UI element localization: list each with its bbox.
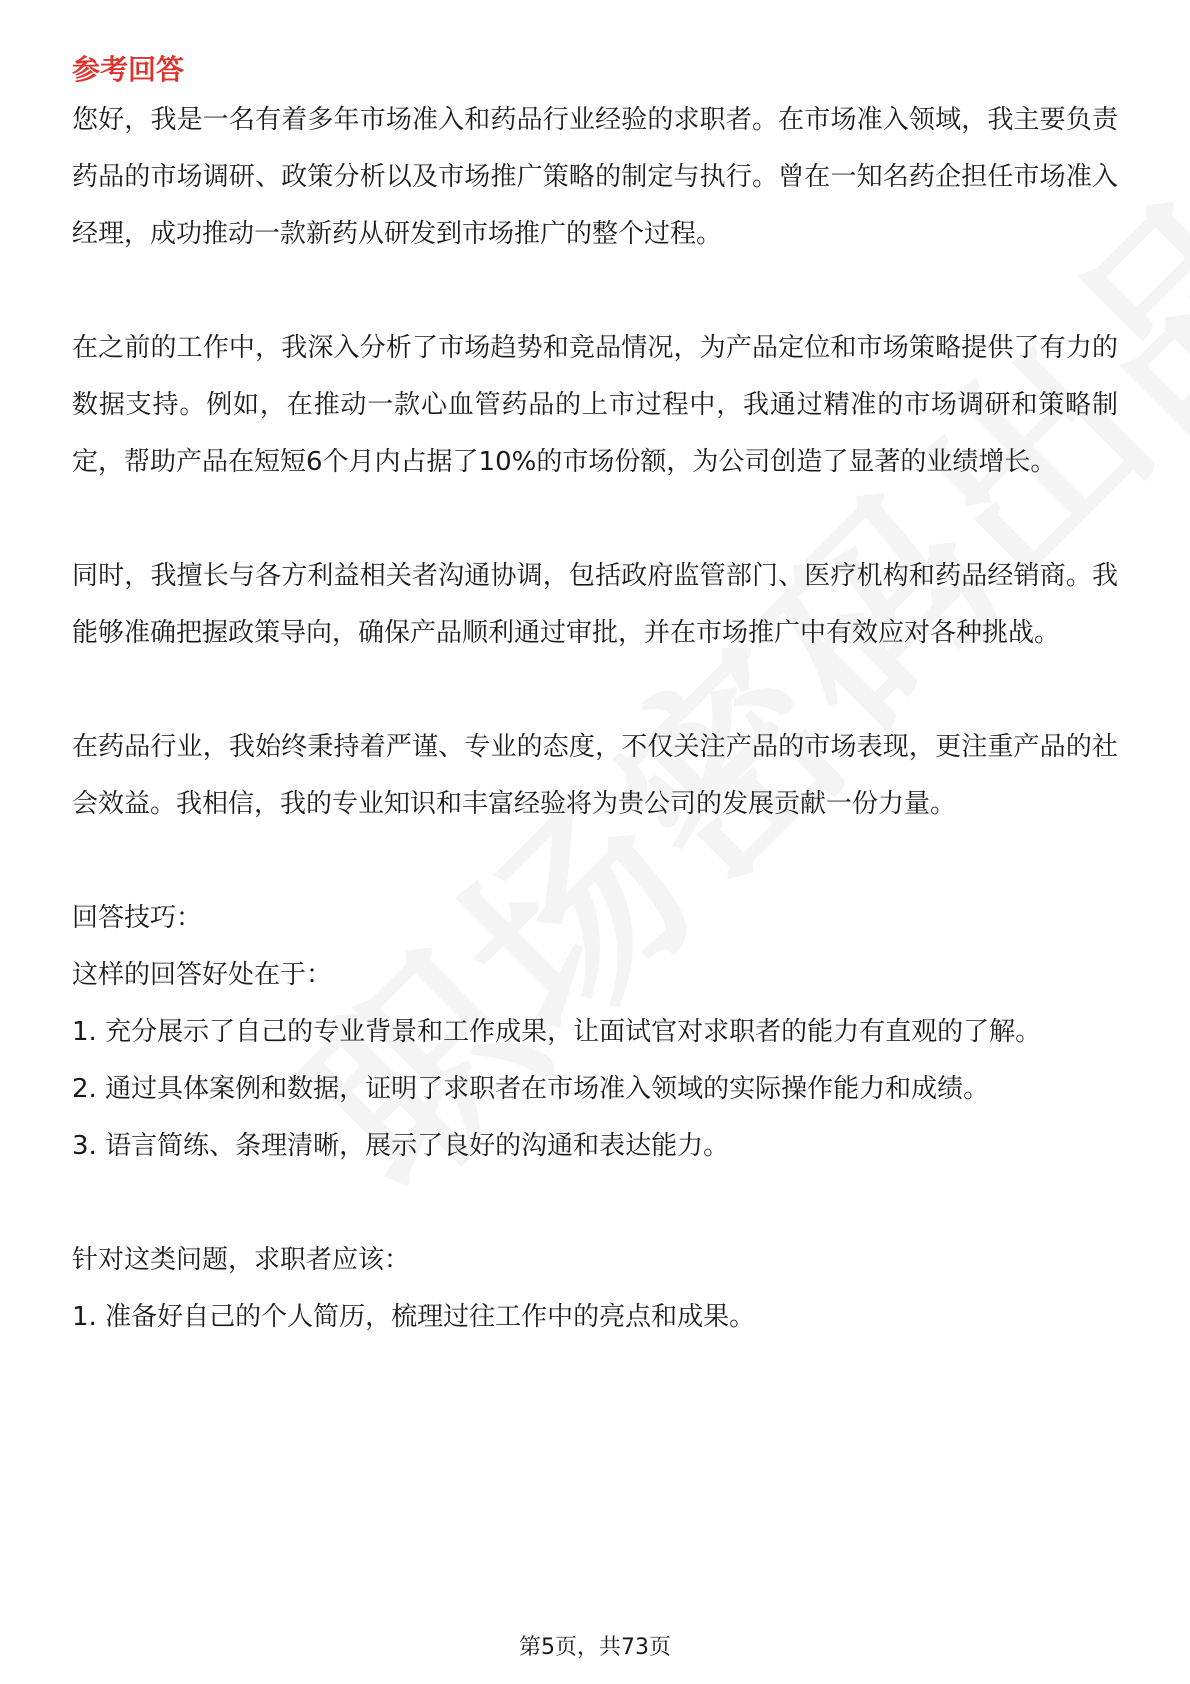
tips-heading: 回答技巧：	[72, 903, 203, 933]
answer-paragraph-2: 在之前的工作中，我深入分析了市场趋势和竞品情况，为产品定位和市场策略提供了有力的数据支持。例如，在推动一款心血管药品的上市过程中，我通过精准的市场调研和策略制定，帮助产品在短短6个月内占据了10%的市场份额，为公司创造了显著的业绩增长。	[72, 333, 1118, 477]
advice-intro: 针对这类问题，求职者应该：	[72, 1245, 411, 1275]
tips-item-1: 1. 充分展示了自己的专业背景和工作成果，让面试官对求职者的能力有直观的了解。	[72, 1017, 1042, 1047]
document-body	[72, 48, 1118, 1346]
answer-paragraph-4: 在药品行业，我始终秉持着严谨、专业的态度，不仅关注产品的市场表现，更注重产品的社会效益。我相信，我的专业知识和丰富经验将为贵公司的发展贡献一份力量。	[72, 732, 1118, 819]
page-number: 第5页，共73页	[519, 1635, 671, 1660]
section-title: 参考回答	[72, 53, 185, 86]
answer-paragraph-3: 同时，我擅长与各方利益相关者沟通协调，包括政府监管部门、医疗机构和药品经销商。我能够准确把握政策导向，确保产品顺利通过审批，并在市场推广中有效应对各种挑战。	[72, 561, 1118, 648]
tips-item-3: 3. 语言简练、条理清晰，展示了良好的沟通和表达能力。	[72, 1131, 730, 1161]
tips-intro: 这样的回答好处在于：	[72, 960, 333, 990]
tips-item-2: 2. 通过具体案例和数据，证明了求职者在市场准入领域的实际操作能力和成绩。	[72, 1074, 990, 1104]
answer-paragraph-1: 您好，我是一名有着多年市场准入和药品行业经验的求职者。在市场准入领域，我主要负责药品的市场调研、政策分析以及市场推广策略的制定与执行。曾在一知名药企担任市场准入经理，成功推动一款新药从研发到市场推广的整个过程。	[72, 105, 1118, 249]
advice-item-1: 1. 准备好自己的个人简历，梳理过往工作中的亮点和成果。	[72, 1302, 756, 1332]
